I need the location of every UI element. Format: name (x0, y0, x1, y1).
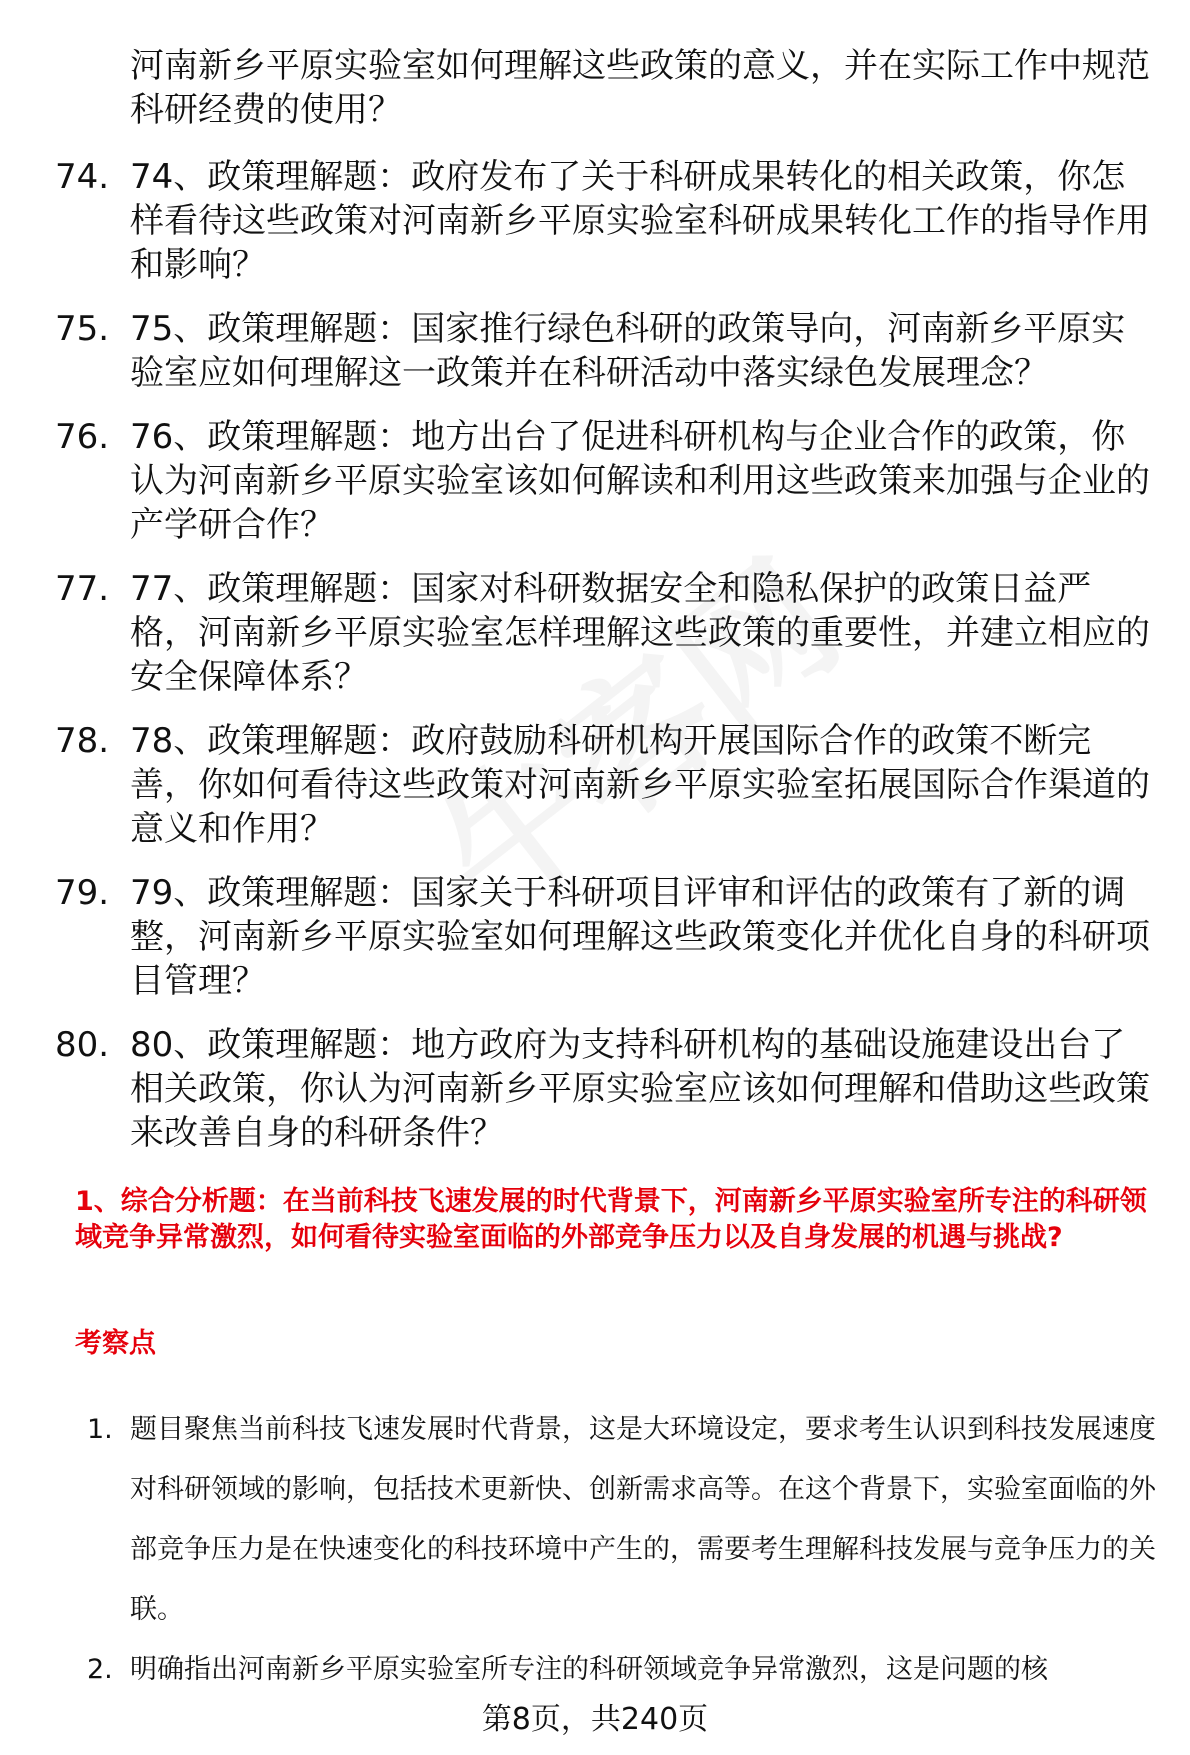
question-text: 77、政策理解题：国家对科研数据安全和隐私保护的政策日益严格，河南新乡平原实验室怎样理解这些政策的重要性，并建立相应的安全保障体系？ (130, 569, 1150, 697)
question-number: 80. (55, 1025, 110, 1065)
question-item (0, 719, 1190, 851)
question-item (0, 567, 1190, 699)
exam-point-text: 题目聚焦当前科技飞速发展时代背景，这是大环境设定，要求考生认识到科技发展速度对科研领域的影响，包括技术更新快、创新需求高等。在这个背景下，实验室面临的外部竞争压力是在快速变化的科技环境中产生的，需要考生理解科技发展与竞争压力的关联。 (130, 1414, 1156, 1625)
question-text: 74、政策理解题：政府发布了关于科研成果转化的相关政策，你怎样看待这些政策对河南新乡平原实验室科研成果转化工作的指导作用和影响？ (130, 157, 1150, 285)
question-number: 75. (55, 309, 110, 349)
question-number: 78. (55, 721, 110, 761)
exam-point-number: 2. (87, 1654, 113, 1685)
exam-points-heading: 考察点 (75, 1328, 156, 1359)
question-text: 78、政策理解题：政府鼓励科研机构开展国际合作的政策不断完善，你如何看待这些政策对河南新乡平原实验室拓展国际合作渠道的意义和作用？ (130, 721, 1150, 849)
question-item (0, 415, 1190, 547)
exam-point-number: 1. (87, 1414, 113, 1445)
question-item (0, 155, 1190, 287)
exam-point-item (0, 1400, 1190, 1640)
question-text: 75、政策理解题：国家推行绿色科研的政策导向，河南新乡平原实验室应如何理解这一政策并在科研活动中落实绿色发展理念？ (130, 309, 1126, 393)
analysis-question-title: 1、综合分析题：在当前科技飞速发展的时代背景下，河南新乡平原实验室所专注的科研领域竞争异常激烈，如何看待实验室面临的外部竞争压力以及自身发展的机遇与挑战? (75, 1186, 1147, 1253)
question-number: 77. (55, 569, 110, 609)
exam-point-item (0, 1640, 1190, 1700)
question-item (0, 1023, 1190, 1155)
question-text: 79、政策理解题：国家关于科研项目评审和评估的政策有了新的调整，河南新乡平原实验室如何理解这些政策变化并优化自身的科研项目管理？ (130, 873, 1150, 1001)
question-number: 79. (55, 873, 110, 913)
question-item (0, 307, 1190, 395)
page-footer: 第8页，共240页 (481, 1702, 709, 1737)
exam-point-text: 明确指出河南新乡平原实验室所专注的科研领域竞争异常激烈，这是问题的核 (130, 1654, 1048, 1685)
question-text: 76、政策理解题：地方出台了促进科研机构与企业合作的政策，你认为河南新乡平原实验室该如何解读和利用这些政策来加强与企业的产学研合作？ (130, 417, 1150, 545)
exam-points-list (0, 1400, 1190, 1700)
continued-question-text: 河南新乡平原实验室如何理解这些政策的意义，并在实际工作中规范科研经费的使用？ (130, 46, 1150, 130)
question-text: 80、政策理解题：地方政府为支持科研机构的基础设施建设出台了相关政策，你认为河南新乡平原实验室应该如何理解和借助这些政策来改善自身的科研条件？ (130, 1025, 1150, 1153)
question-number: 74. (55, 157, 110, 197)
question-number: 76. (55, 417, 110, 457)
question-list (0, 155, 1190, 1175)
question-item (0, 871, 1190, 1003)
